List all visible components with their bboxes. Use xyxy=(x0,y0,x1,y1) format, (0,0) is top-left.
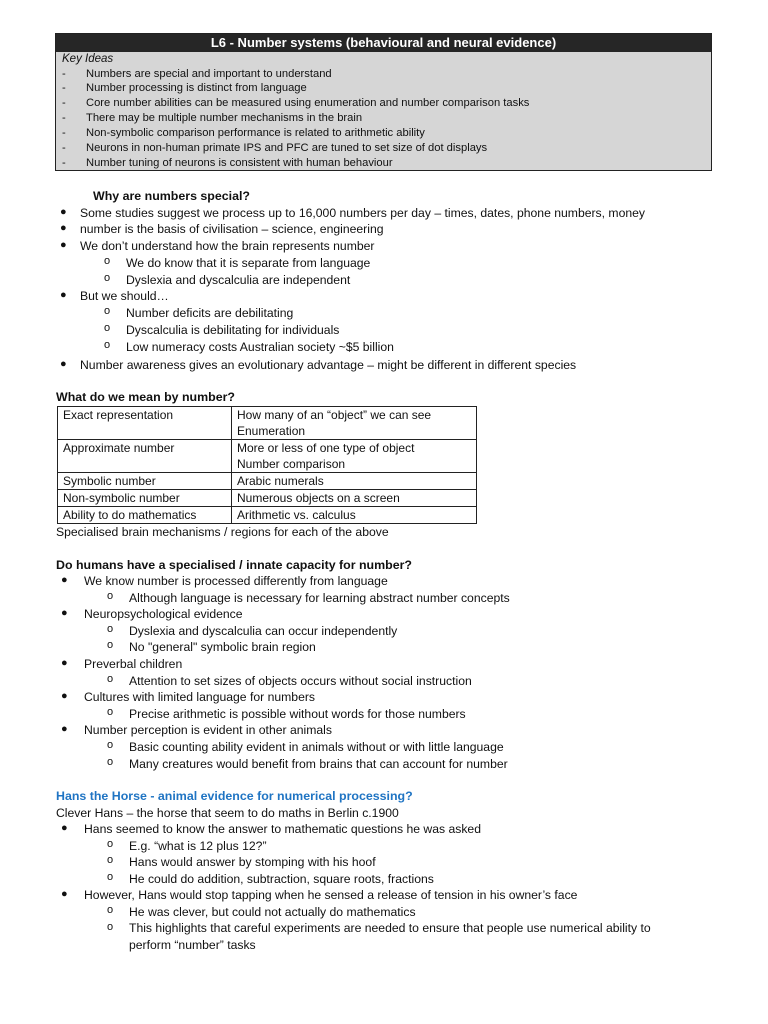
sub-bullet-icon: o xyxy=(107,921,114,933)
sub-bullet-text: He was clever, but could not actually do mathematics xyxy=(129,905,416,919)
sub-bullet-text: Basic counting ability evident in animals without or with little language xyxy=(129,740,504,754)
table-row xyxy=(58,440,477,473)
key-idea-item xyxy=(56,111,711,126)
table-row xyxy=(58,407,477,440)
sub-bullet-text: Dyscalculia is debilitating for individuals xyxy=(126,323,340,337)
bullet-text: Neuropsychological evidence xyxy=(84,607,243,621)
sub-bullet-icon: o xyxy=(107,639,114,651)
key-idea-text: Neurons in non-human primate IPS and PFC are tuned to set size of dot displays xyxy=(86,142,488,155)
sub-bullet-text: Precise arithmetic is possible without words for those numbers xyxy=(129,707,466,721)
cell-line: Number comparison xyxy=(237,457,346,471)
section-heading-hans: Hans the Horse - animal evidence for numerical processing? xyxy=(56,789,413,803)
dash-marker: - xyxy=(62,82,66,95)
sub-bullet-icon: o xyxy=(107,706,114,718)
key-idea-item xyxy=(56,67,711,82)
number-types-table xyxy=(57,406,477,524)
bullet-text: Some studies suggest we process up to 16,000 numbers per day – times, dates, phone numbers, money xyxy=(80,206,646,220)
bullet-text: However, Hans would stop tapping when he sensed a release of tension in his owner’s face xyxy=(84,888,578,902)
key-idea-text: Number processing is distinct from language xyxy=(86,82,307,95)
section-heading-innate: Do humans have a specialised / innate capacity for number? xyxy=(56,558,412,572)
table-cell xyxy=(232,440,477,473)
sub-bullet-icon: o xyxy=(104,305,111,317)
table-cell: Symbolic number xyxy=(58,473,232,490)
bullet-icon: ● xyxy=(61,690,68,702)
bullet-text: number is the basis of civilisation – science, engineering xyxy=(80,222,384,236)
bullet-icon: ● xyxy=(60,206,67,218)
cell-line: How many of an “object” we can see xyxy=(237,408,432,422)
key-idea-item xyxy=(56,81,711,96)
cell-line: Enumeration xyxy=(237,424,306,438)
cell-line: More or less of one type of object xyxy=(237,441,415,455)
table-cell: Exact representation xyxy=(58,407,232,440)
bullet-text: Number perception is evident in other animals xyxy=(84,723,332,737)
sub-bullet-icon: o xyxy=(107,623,114,635)
bullet-icon: ● xyxy=(60,239,67,251)
sub-bullet-icon: o xyxy=(104,322,111,334)
sub-bullet-text: We do know that it is separate from language xyxy=(126,256,371,270)
sub-bullet-icon: o xyxy=(107,673,114,685)
key-idea-text: There may be multiple number mechanisms in the brain xyxy=(86,112,363,125)
bullet-icon: ● xyxy=(61,723,68,735)
key-idea-item xyxy=(56,156,711,171)
key-idea-text: Core number abilities can be measured using enumeration and number comparison tasks xyxy=(86,97,530,110)
dash-marker: - xyxy=(62,67,66,80)
bullet-text: Hans seemed to know the answer to mathematic questions he was asked xyxy=(84,822,481,836)
sub-bullet-text: Attention to set sizes of objects occurs without social instruction xyxy=(129,674,472,688)
key-idea-text: Number tuning of neurons is consistent with human behaviour xyxy=(86,156,393,169)
sub-bullet-icon: o xyxy=(104,255,111,267)
sub-bullet-text: No "general" symbolic brain region xyxy=(129,640,316,654)
sub-bullet-text: He could do addition, subtraction, square roots, fractions xyxy=(129,872,434,886)
sub-bullet-icon: o xyxy=(107,756,114,768)
sub-bullet-icon: o xyxy=(104,272,111,284)
sub-bullet-text: Dyslexia and dyscalculia can occur independently xyxy=(129,624,398,638)
table-caption: Specialised brain mechanisms / regions for each of the above xyxy=(56,525,389,539)
key-idea-item xyxy=(56,126,711,141)
bullet-icon: ● xyxy=(60,289,67,301)
key-idea-text: Numbers are special and important to understand xyxy=(86,67,332,80)
bullet-icon: ● xyxy=(61,607,68,619)
table-cell: Numerous objects on a screen xyxy=(232,490,477,507)
bullet-text: But we should… xyxy=(80,289,169,303)
hans-intro: Clever Hans – the horse that seem to do maths in Berlin c.1900 xyxy=(56,806,399,820)
sub-bullet-text: E.g. “what is 12 plus 12?” xyxy=(129,839,267,853)
sub-bullet-text: Number deficits are debilitating xyxy=(126,306,294,320)
dash-marker: - xyxy=(62,127,66,140)
sub-bullet-text: Many creatures would benefit from brains that can account for number xyxy=(129,757,508,771)
table-cell: Arabic numerals xyxy=(232,473,477,490)
table-cell: Approximate number xyxy=(58,440,232,473)
sub-bullet-icon: o xyxy=(107,904,114,916)
table-cell: Non-symbolic number xyxy=(58,490,232,507)
dash-marker: - xyxy=(62,97,66,110)
bullet-text: We know number is processed differently from language xyxy=(84,574,388,588)
dash-marker: - xyxy=(62,156,66,169)
bullet-icon: ● xyxy=(60,222,67,234)
sub-bullet-text: This highlights that careful experiments are needed to ensure that people use numerical ability to xyxy=(129,921,651,935)
bullet-icon: ● xyxy=(61,822,68,834)
key-idea-text: Non-symbolic comparison performance is related to arithmetic ability xyxy=(86,127,425,140)
sub-bullet-text: Hans would answer by stomping with his hoof xyxy=(129,855,376,869)
sub-bullet-text: Low numeracy costs Australian society ~$5 billion xyxy=(126,340,394,354)
bullet-icon: ● xyxy=(60,358,67,370)
key-idea-item xyxy=(56,96,711,111)
sub-bullet-text-continued: perform “number” tasks xyxy=(129,938,256,952)
sub-bullet-icon: o xyxy=(107,871,114,883)
table-row xyxy=(58,490,477,507)
table-row xyxy=(58,473,477,490)
table-cell xyxy=(232,407,477,440)
key-ideas-box xyxy=(55,33,712,171)
dash-marker: - xyxy=(62,142,66,155)
section-heading-why-special: Why are numbers special? xyxy=(93,189,251,203)
bullet-icon: ● xyxy=(61,888,68,900)
bullet-icon: ● xyxy=(61,657,68,669)
bullet-text: We don’t understand how the brain represents number xyxy=(80,239,375,253)
sub-bullet-text: Dyslexia and dyscalculia are independent xyxy=(126,273,351,287)
lecture-title: L6 - Number systems (behavioural and neural evidence) xyxy=(56,34,711,52)
sub-bullet-icon: o xyxy=(107,739,114,751)
sub-bullet-text: Although language is necessary for learning abstract number concepts xyxy=(129,591,510,605)
bullet-text: Number awareness gives an evolutionary advantage – might be different in different species xyxy=(80,358,577,372)
key-idea-item xyxy=(56,141,711,156)
bullet-text: Preverbal children xyxy=(84,657,183,671)
bullet-icon: ● xyxy=(61,574,68,586)
section-heading-meaning: What do we mean by number? xyxy=(56,390,235,404)
bullet-text: Cultures with limited language for numbers xyxy=(84,690,315,704)
sub-bullet-icon: o xyxy=(104,339,111,351)
table-row xyxy=(58,507,477,524)
dash-marker: - xyxy=(62,112,66,125)
key-ideas-label: Key Ideas xyxy=(62,53,114,65)
table-cell: Arithmetic vs. calculus xyxy=(232,507,477,524)
sub-bullet-icon: o xyxy=(107,854,114,866)
key-ideas-list xyxy=(56,67,711,171)
table-cell: Ability to do mathematics xyxy=(58,507,232,524)
sub-bullet-icon: o xyxy=(107,838,114,850)
sub-bullet-icon: o xyxy=(107,590,114,602)
